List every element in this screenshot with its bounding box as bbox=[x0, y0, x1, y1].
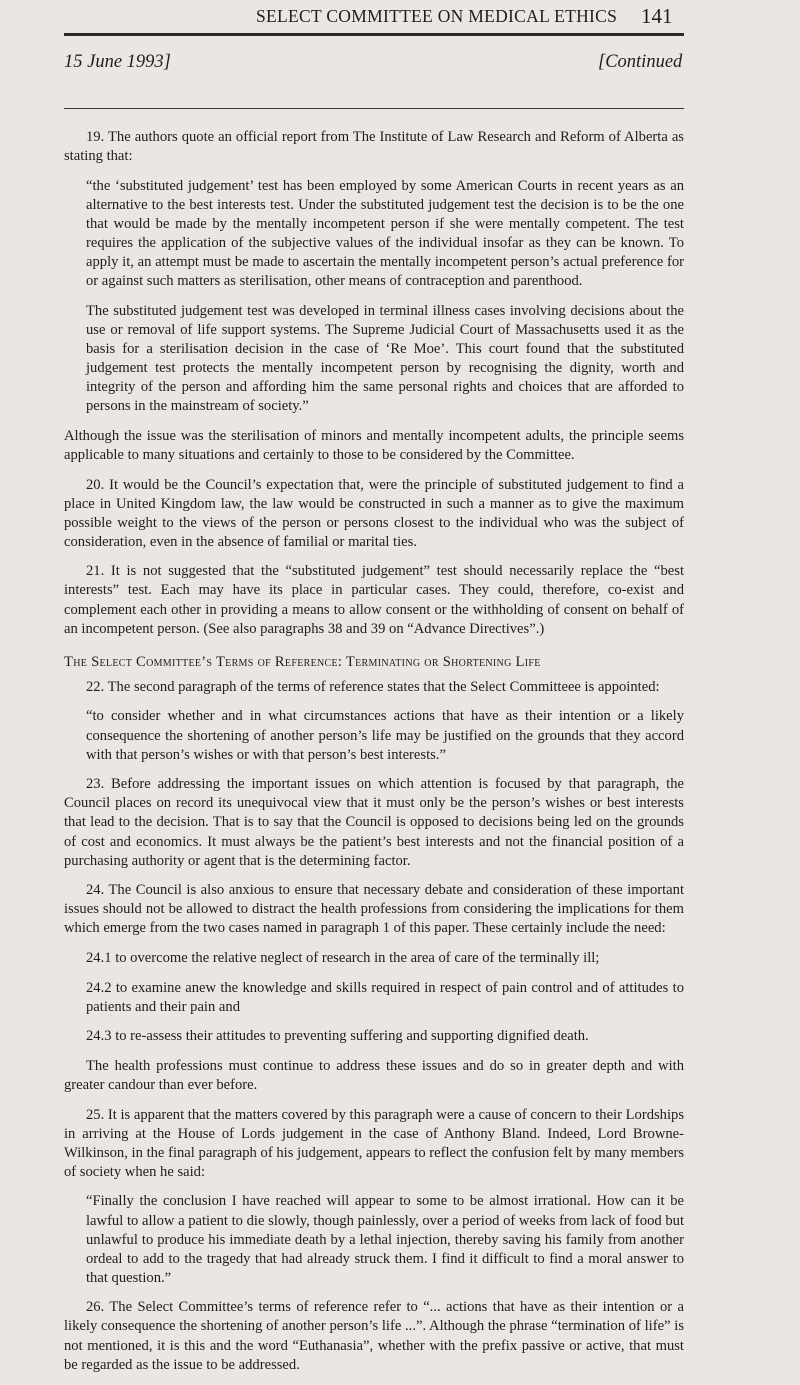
header-rule bbox=[64, 33, 684, 36]
running-head bbox=[0, 4, 800, 32]
page-number: 141 bbox=[641, 4, 673, 28]
paragraph-19: 19. The authors quote an official report from The Institute of Law Research and Reform of Alberta as stating that: bbox=[64, 129, 684, 165]
paragraph-24-3: 24.3 to re-assess their attitudes to preventing suffering and supporting dignified death. bbox=[86, 1028, 589, 1045]
sitting-date: 15 June 1993] bbox=[64, 52, 171, 72]
continued-label: [Continued bbox=[598, 52, 683, 72]
paragraph-24-1: 24.1 to overcome the relative neglect of research in the area of care of the terminally ill; bbox=[86, 949, 600, 966]
paragraph-23: 23. Before addressing the important issues on which attention is focused by that paragraph, the Council places on record its unequivocal view that it must only be the person’s wishes or best interests that lead to the decision. That is to say that the Council is opposed to decisions being led on the grounds of cost and economics. It must always be the patient’s best interests and not the financial position of a purchasing authority or agent that is the determining factor. bbox=[64, 776, 684, 869]
running-title: SELECT COMMITTEE ON MEDICAL ETHICS bbox=[256, 6, 618, 26]
paragraph-25: 25. It is apparent that the matters covered by this paragraph were a cause of concern to their Lordships in arriving at the House of Lords judgement in the case of Anthony Bland. Indeed, Lord Browne-Wilkinson, in the final paragraph of his judgement, appears to reflect the confusion felt by many members of society when he said: bbox=[64, 1106, 684, 1180]
quote-alberta-1: “the ‘substituted judgement’ test has been employed by some American Courts in recent years as an alternative to the best interests test. Under the substituted judgement test the decision is to be the one that would be made by the mentally incompetent person if she were mentally competent. The test requires the application of the subjective values of the individual insofar as they can be known. To apply it, an attempt must be made to ascertain the mentally incompetent person’s actual preference for or against such matters as sterilisation, other means of contraception and parenthood. bbox=[86, 177, 684, 290]
paragraph-20: 20. It would be the Council’s expectation that, were the principle of substituted judgement to find a place in United Kingdom law, the law would be constructed in such a manner as to give the maximum possible weight to the views of the person or persons closest to the individual who was the subject of consideration, even in the absence of familial or marital ties. bbox=[64, 476, 684, 550]
paragraph-24-conclusion: The health professions must continue to address these issues and do so in greater depth and with greater candour than ever before. bbox=[64, 1057, 684, 1093]
quote-terms-of-reference: “to consider whether and in what circumstances actions that have as their intention or a likely consequence the shortening of another person’s life may be justified on the grounds that they accord with that person’s wishes or with that person’s best interests.” bbox=[86, 708, 684, 763]
date-rule bbox=[64, 108, 684, 109]
paragraph-26: 26. The Select Committee’s terms of reference refer to “... actions that have as their intention or a likely consequence the shortening of another person’s life ...”. Although the phrase “termination of life” is not mentioned, it is this and the word “Euthanasia”, whether with the prefix passive or active, that must be regarded as the issue to be addressed. bbox=[64, 1299, 684, 1373]
section-heading: The Select Committee’s Terms of Reference: Terminating or Shortening Life bbox=[64, 653, 541, 670]
document-body bbox=[64, 128, 684, 1385]
paragraph-22: 22. The second paragraph of the terms of reference states that the Select Committeee is appointed: bbox=[86, 678, 660, 695]
paragraph-21: 21. It is not suggested that the “substituted judgement” test should necessarily replace the “best interests” test. Each may have its place in particular cases. They could, therefore, co-exist and complement each other in providing a means to allow consent or the withholding of consent on behalf of an incompetent person. (See also paragraphs 38 and 39 on “Advance Directives”.) bbox=[64, 563, 684, 637]
date-line bbox=[0, 52, 800, 82]
paragraph-24-2: 24.2 to examine anew the knowledge and skills required in respect of pain control and of attitudes to patients and their pain and bbox=[86, 979, 684, 1015]
paragraph-19-conclusion: Although the issue was the sterilisation of minors and mentally incompetent adults, the principle seems applicable to many situations and certainly to those to be considered by the Committee. bbox=[64, 427, 684, 463]
quote-lord-browne-wilkinson: “Finally the conclusion I have reached will appear to some to be almost irrational. How can it be lawful to allow a patient to die slowly, though painlessly, over a period of weeks from lack of food but unlawful to produce his immediate death by a lethal injection, thereby saving his family from another ordeal to add to the tragedy that had already struck them. I find it difficult to find a moral answer to that question.” bbox=[86, 1193, 684, 1286]
quote-alberta-2: The substituted judgement test was developed in terminal illness cases involving decisions about the use or removal of life support systems. The Supreme Judicial Court of Massachusetts used it as the basis for a sterilisation decision in the case of ‘Re Moe’. This court found that the substituted judgement test protects the mentally incompetent person by recognising the dignity, worth and integrity of the person and affording him the same personal rights and choices that are afforded to persons in the mainstream of society.” bbox=[86, 302, 684, 415]
paragraph-24: 24. The Council is also anxious to ensure that necessary debate and consideration of these important issues should not be allowed to distract the health professions from considering the implications for them which emerge from the two cases named in paragraph 1 of this paper. These certainly include the need: bbox=[64, 882, 684, 937]
